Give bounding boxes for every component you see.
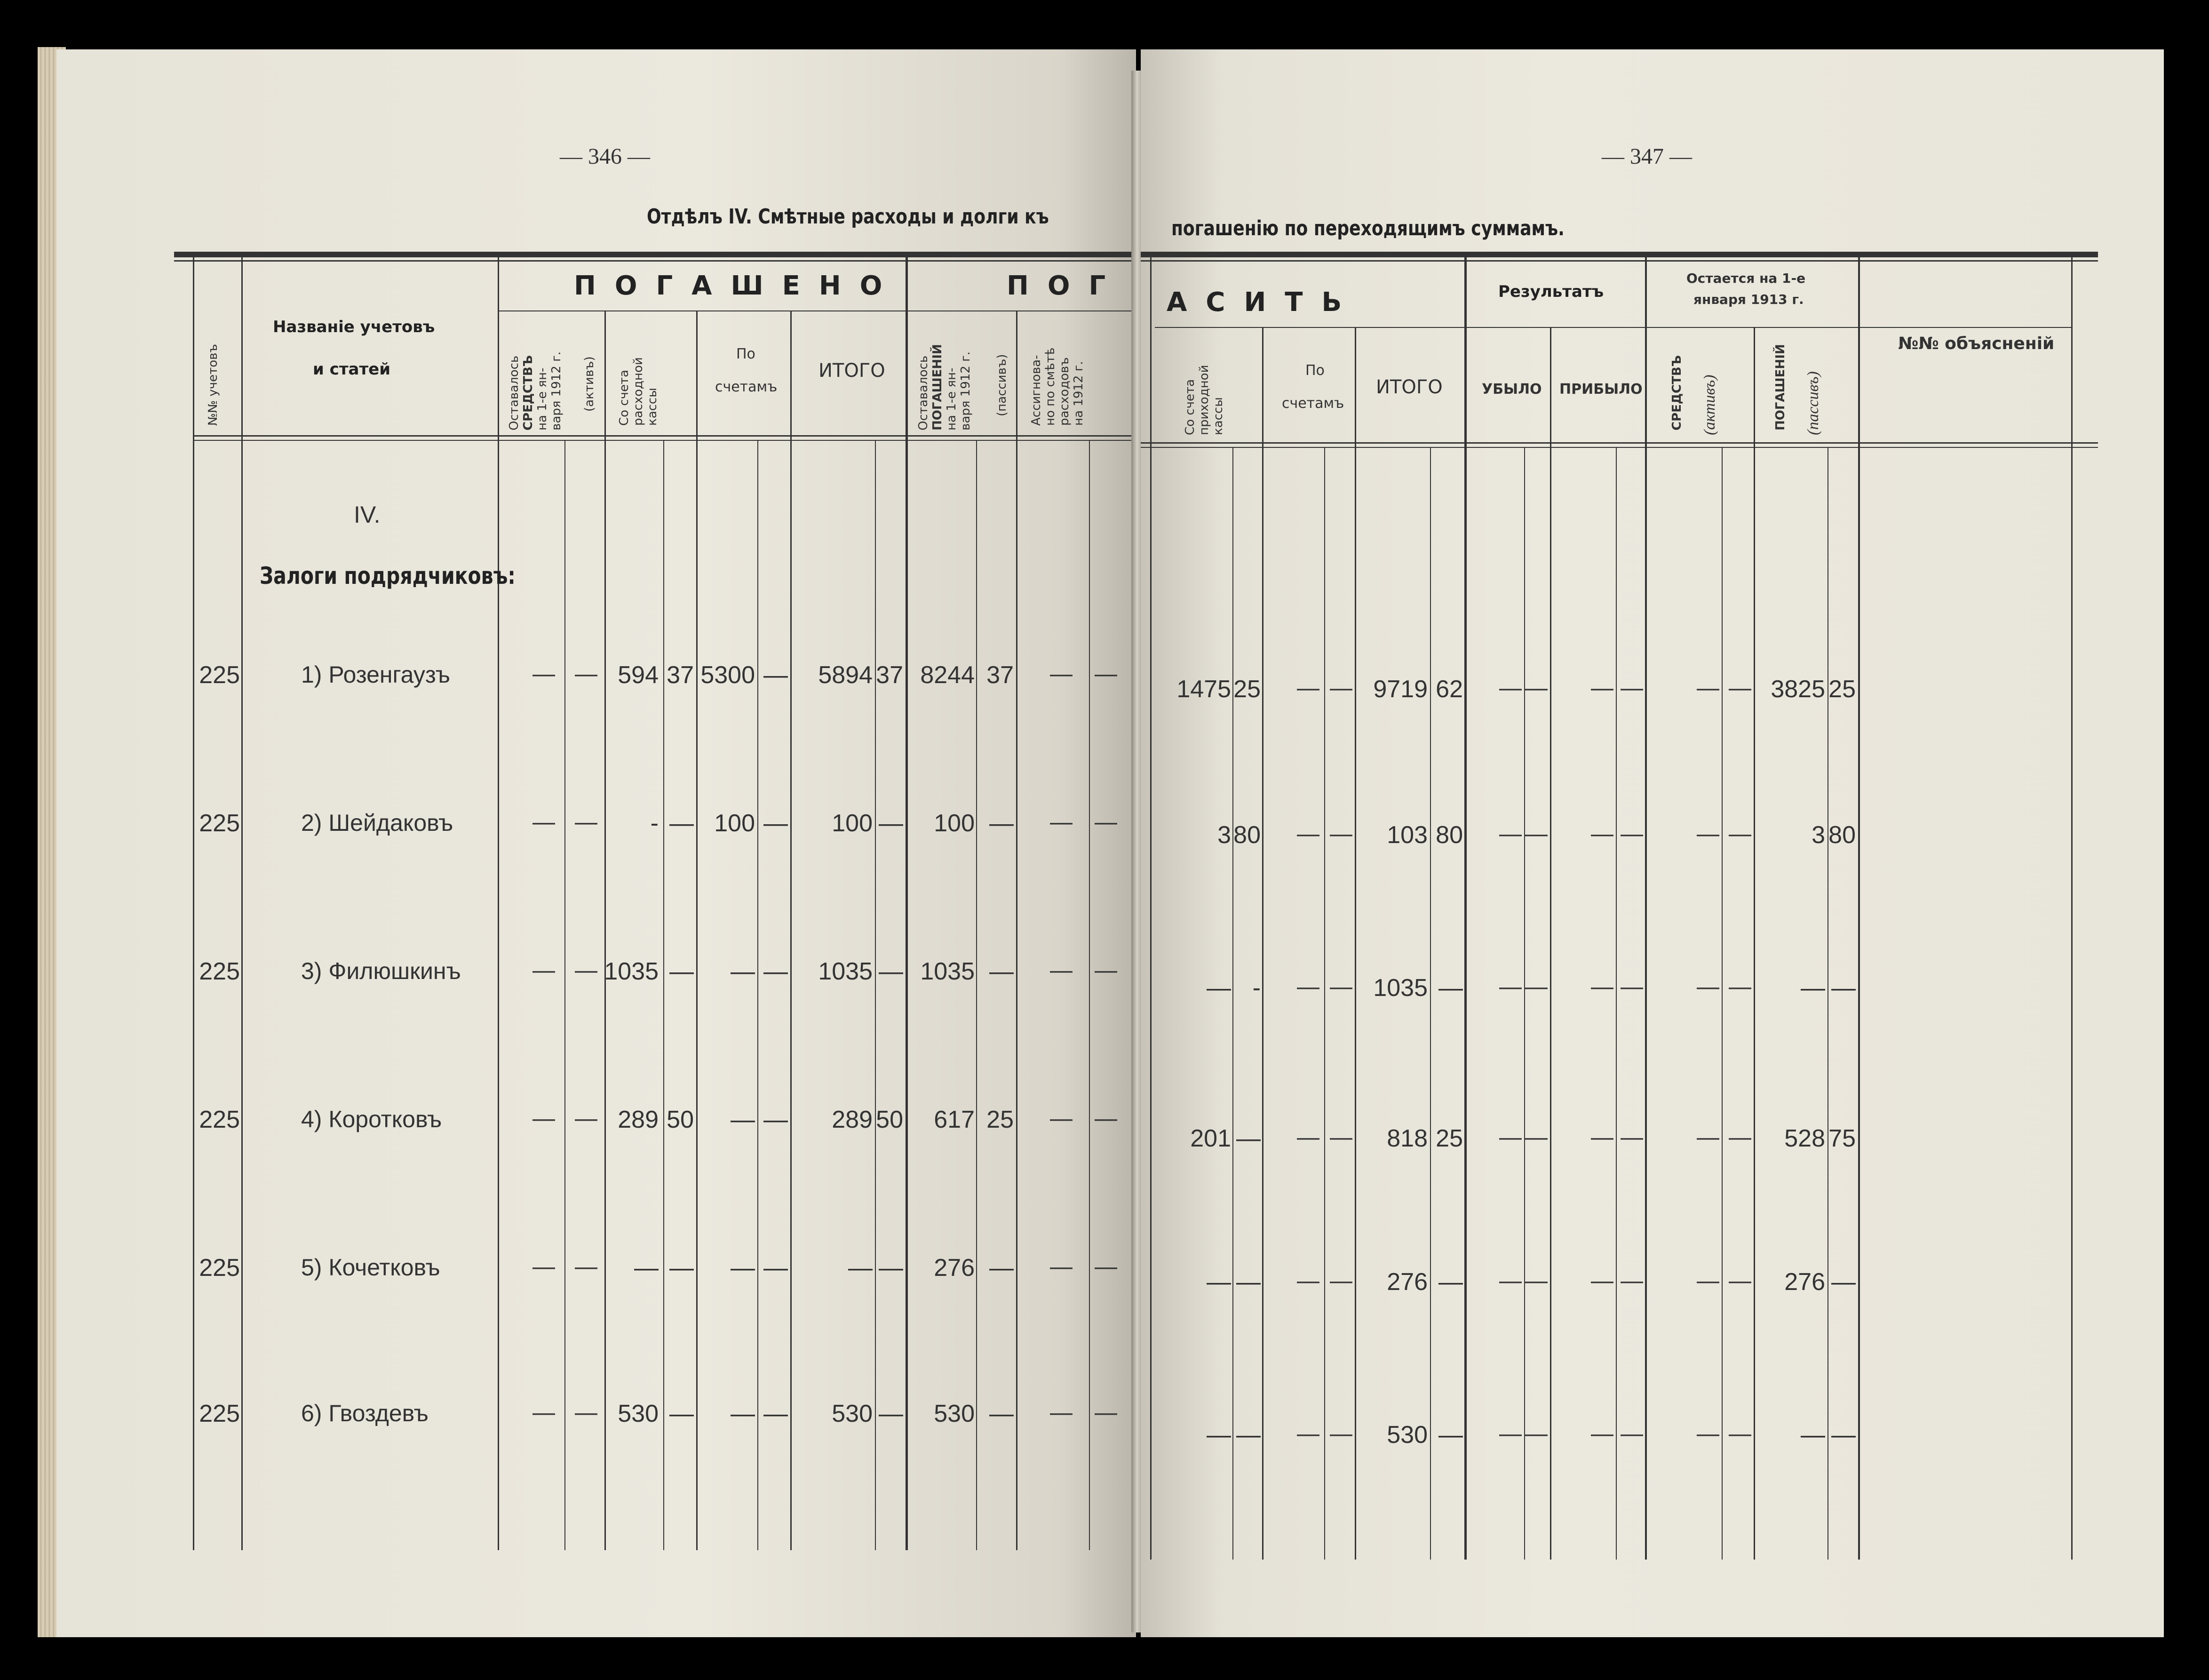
right-row-1-schet-r: — xyxy=(1297,676,1319,701)
left-row-3-num: 225 xyxy=(199,958,240,985)
left-row-2-ost-r: — xyxy=(532,810,555,835)
right-row-4-itogo-r: 818 xyxy=(1387,1125,1428,1152)
right-row-5-ub-k: — xyxy=(1525,1268,1548,1293)
left-row-4-pog-r: 617 xyxy=(934,1106,975,1133)
right-row-3-sr-r: — xyxy=(1697,974,1719,999)
left-row-2-name: 2) Шейдаковъ xyxy=(301,810,453,836)
right-row-2-pg-k: 80 xyxy=(1828,821,1856,849)
left-row-3-schet-r: — xyxy=(731,958,755,985)
right-row-1-prih-k: 25 xyxy=(1233,676,1261,703)
left-row-2-asg-r: — xyxy=(1050,810,1073,835)
right-row-3-prih-r: — xyxy=(1207,974,1231,1002)
right-page xyxy=(1141,49,2164,1637)
right-row-2-pg-r: 3 xyxy=(1812,821,1825,849)
left-row-1-asg-r: — xyxy=(1050,661,1073,686)
header-ostaetsya-2: января 1913 г. xyxy=(1693,292,1804,307)
right-row-3-pr-k: — xyxy=(1621,974,1643,999)
header-po-schetam-right-2: счетамъ xyxy=(1282,395,1344,412)
header-po-schetam: По xyxy=(736,346,755,362)
right-row-1-sr-r: — xyxy=(1697,676,1719,701)
right-row-2-ub-r: — xyxy=(1499,821,1522,846)
right-row-6-itogo-k: — xyxy=(1438,1421,1463,1449)
right-row-2-schet-r: — xyxy=(1297,821,1319,846)
right-row-5-pg-r: 276 xyxy=(1784,1268,1825,1296)
left-row-3-asg-r: — xyxy=(1050,958,1073,983)
left-row-5-itogo-r: — xyxy=(848,1254,873,1282)
header-itogo-left: ИТОГО xyxy=(818,360,885,382)
left-row-3-ost-r: — xyxy=(532,958,555,983)
right-row-5-prih-k: — xyxy=(1236,1268,1261,1296)
right-row-1-itogo-r: 9719 xyxy=(1373,676,1428,703)
right-row-6-pr-k: — xyxy=(1621,1421,1643,1446)
right-row-6-sr-k: — xyxy=(1729,1421,1751,1446)
right-row-4-sr-k: — xyxy=(1729,1125,1751,1150)
left-row-3-itogo-k: — xyxy=(879,958,903,985)
left-row-5-num: 225 xyxy=(199,1254,240,1282)
left-row-2-pog-r: 100 xyxy=(934,810,975,837)
header-assignovano: Ассигнова- но по смѣтѣ расходовъ на 1912 г. xyxy=(1029,347,1086,426)
header-col-name: Названіе учетовъ xyxy=(273,318,435,336)
right-row-5-schet-k: — xyxy=(1330,1268,1352,1293)
left-row-5-schet-k: — xyxy=(763,1254,788,1282)
left-row-4-ost-r: — xyxy=(532,1106,555,1131)
left-row-6-asg-k: — xyxy=(1095,1400,1117,1425)
left-row-4-pog-k: 25 xyxy=(986,1106,1014,1133)
right-row-1-prih-r: 1475 xyxy=(1176,676,1231,703)
header-ubylo: УБЫЛО xyxy=(1482,381,1542,398)
right-row-6-itogo-r: 530 xyxy=(1387,1421,1428,1449)
right-row-3-ub-k: — xyxy=(1525,974,1548,999)
right-row-6-ub-k: — xyxy=(1525,1421,1548,1446)
right-row-3-sr-k: — xyxy=(1729,974,1751,999)
right-row-5-schet-r: — xyxy=(1297,1268,1319,1293)
left-row-4-kassa-r: 289 xyxy=(618,1106,659,1133)
left-row-2-schet-r: 100 xyxy=(714,810,755,837)
left-row-1-itogo-k: 37 xyxy=(876,661,903,689)
header-so-scheta-rashodnoy: Со счета расходной кассы xyxy=(617,357,660,426)
left-row-5-itogo-k: — xyxy=(879,1254,903,1282)
left-row-4-itogo-k: 50 xyxy=(876,1106,903,1133)
header-top-rule xyxy=(174,252,1136,257)
left-row-1-ost-k: — xyxy=(575,661,597,686)
left-row-1-kassa-k: 37 xyxy=(667,661,694,689)
right-row-6-prih-k: — xyxy=(1236,1421,1261,1449)
right-row-2-sr-r: — xyxy=(1697,821,1719,846)
right-row-4-itogo-k: 25 xyxy=(1436,1125,1463,1152)
right-row-2-itogo-k: 80 xyxy=(1436,821,1463,849)
left-row-1-num: 225 xyxy=(199,661,240,689)
right-row-1-pg-r: 3825 xyxy=(1771,676,1825,703)
left-row-2-schet-k: — xyxy=(763,810,788,837)
right-row-1-ub-r: — xyxy=(1499,676,1522,701)
right-row-1-pr-k: — xyxy=(1621,676,1643,701)
header-sredstv: СРЕДСТВЪ xyxy=(1670,355,1684,430)
left-row-4-asg-k: — xyxy=(1095,1106,1117,1131)
left-row-4-schet-r: — xyxy=(731,1106,755,1133)
left-row-1-ost-r: — xyxy=(532,661,555,686)
left-row-3-schet-k: — xyxy=(763,958,788,985)
header-col-name-2: и статей xyxy=(313,360,391,379)
right-row-3-schet-r: — xyxy=(1297,974,1319,999)
left-row-5-kassa-r: — xyxy=(634,1254,659,1282)
left-row-6-pog-r: 530 xyxy=(934,1400,975,1427)
page-title-left: Отдѣлъ IV. Смѣтные расходы и долги къ xyxy=(647,205,1049,229)
header-obyasneniy: №№ объясненій xyxy=(1898,334,2055,353)
left-row-2-asg-k: — xyxy=(1095,810,1117,835)
header-ostavalos-pogasheniy: Оставалось ПОГАШЕНІЙ на 1-е ян- варя 1912 г. xyxy=(916,344,973,430)
left-row-6-schet-r: — xyxy=(731,1400,755,1427)
right-row-4-pr-k: — xyxy=(1621,1125,1643,1150)
header-group-pogasheno: ПОГАШЕНО xyxy=(574,271,901,301)
header-po-schetam-2: счетамъ xyxy=(715,379,778,395)
right-row-3-ub-r: — xyxy=(1499,974,1522,999)
header-passiv-right: (пассивъ) xyxy=(1804,371,1822,435)
page-title-right: погашенію по переходящимъ суммамъ. xyxy=(1171,216,1565,240)
header-col-number: №№ учетовъ xyxy=(206,344,220,426)
header-pribylo: ПРИБЫЛО xyxy=(1559,381,1643,398)
left-row-3-kassa-r: 1035 xyxy=(604,958,659,985)
right-row-3-pg-k: — xyxy=(1831,974,1856,1002)
right-row-5-itogo-r: 276 xyxy=(1387,1268,1428,1296)
right-row-6-schet-r: — xyxy=(1297,1421,1319,1446)
right-row-5-sr-r: — xyxy=(1697,1268,1719,1293)
right-row-3-schet-k: — xyxy=(1330,974,1352,999)
header-po-schetam-right: По xyxy=(1305,362,1325,379)
left-row-6-kassa-k: — xyxy=(669,1400,694,1427)
right-row-2-itogo-r: 103 xyxy=(1387,821,1428,849)
header-ostavalos-sredstv: Оставалось СРЕДСТВЪ на 1-е ян- варя 1912 г. xyxy=(507,351,564,430)
right-row-1-ub-k: — xyxy=(1525,676,1548,701)
left-row-6-itogo-r: 530 xyxy=(832,1400,873,1427)
right-row-4-prih-r: 201 xyxy=(1190,1125,1231,1152)
right-row-6-pg-r: — xyxy=(1801,1421,1825,1449)
left-row-5-asg-r: — xyxy=(1050,1254,1073,1279)
left-row-5-ost-r: — xyxy=(532,1254,555,1279)
left-row-3-pog-r: 1035 xyxy=(920,958,975,985)
header-group-asit: АСИТЬ xyxy=(1167,287,1361,318)
right-row-2-schet-k: — xyxy=(1330,821,1352,846)
right-row-4-ub-r: — xyxy=(1499,1125,1522,1150)
right-row-2-prih-k: 80 xyxy=(1233,821,1261,849)
left-row-5-schet-r: — xyxy=(731,1254,755,1282)
right-row-6-pg-k: — xyxy=(1831,1421,1856,1449)
left-row-3-asg-k: — xyxy=(1095,958,1117,983)
page-number-left: — 346 — xyxy=(560,144,650,169)
left-row-3-ost-k: — xyxy=(575,958,597,983)
left-row-2-kassa-k: — xyxy=(669,810,694,837)
left-row-2-ost-k: — xyxy=(575,810,597,835)
right-row-4-sr-r: — xyxy=(1697,1125,1719,1150)
left-row-6-kassa-r: 530 xyxy=(618,1400,659,1427)
header-aktiv: (активъ) xyxy=(582,356,596,412)
right-row-6-pr-r: — xyxy=(1591,1421,1613,1446)
left-row-3-pog-k: — xyxy=(989,958,1014,985)
left-row-6-itogo-k: — xyxy=(879,1400,903,1427)
right-row-6-ub-r: — xyxy=(1499,1421,1522,1446)
left-row-3-name: 3) Филюшкинъ xyxy=(301,958,461,984)
right-row-6-prih-r: — xyxy=(1207,1421,1231,1449)
right-row-2-pr-k: — xyxy=(1621,821,1643,846)
right-row-2-sr-k: — xyxy=(1729,821,1751,846)
left-row-1-pog-k: 37 xyxy=(986,661,1014,689)
left-row-5-name: 5) Кочетковъ xyxy=(301,1254,440,1281)
header-rezultat: Результатъ xyxy=(1498,282,1604,301)
left-row-6-num: 225 xyxy=(199,1400,240,1427)
left-row-2-num: 225 xyxy=(199,810,240,837)
left-row-1-kassa-r: 594 xyxy=(618,661,659,689)
right-row-4-schet-k: — xyxy=(1330,1125,1352,1150)
section-title: Залоги подрядчиковъ: xyxy=(260,562,516,589)
header-passiv: (пассивъ) xyxy=(995,354,1009,416)
left-row-4-asg-r: — xyxy=(1050,1106,1073,1131)
right-row-2-pr-r: — xyxy=(1591,821,1613,846)
left-row-6-schet-k: — xyxy=(763,1400,788,1427)
left-row-4-ost-k: — xyxy=(575,1106,597,1131)
right-row-3-prih-k: - xyxy=(1252,974,1261,1002)
left-row-1-name: 1) Розенгаузъ xyxy=(301,661,450,688)
right-row-6-sr-r: — xyxy=(1697,1421,1719,1446)
left-row-6-name: 6) Гвоздевъ xyxy=(301,1400,429,1426)
header-bottom-rule xyxy=(193,435,1136,437)
right-row-1-sr-k: — xyxy=(1729,676,1751,701)
left-row-5-ost-k: — xyxy=(575,1254,597,1279)
right-row-5-prih-r: — xyxy=(1207,1268,1231,1296)
header-aktiv-right: (активъ) xyxy=(1701,374,1718,435)
left-row-5-kassa-k: — xyxy=(669,1254,694,1282)
right-row-4-ub-k: — xyxy=(1525,1125,1548,1150)
right-row-3-pr-r: — xyxy=(1591,974,1613,999)
header-so-scheta-prihodnoy: Со счета приходной кассы xyxy=(1183,365,1225,435)
right-row-4-pg-r: 528 xyxy=(1784,1125,1825,1152)
page-number-right: — 347 — xyxy=(1602,144,1692,169)
right-row-5-pg-k: — xyxy=(1831,1268,1856,1296)
right-row-3-itogo-k: — xyxy=(1438,974,1463,1002)
right-row-1-itogo-k: 62 xyxy=(1436,676,1463,703)
left-row-6-pog-k: — xyxy=(989,1400,1014,1427)
left-row-1-asg-k: — xyxy=(1095,661,1117,686)
left-row-4-kassa-k: 50 xyxy=(667,1106,694,1133)
right-row-3-pg-r: — xyxy=(1801,974,1825,1002)
right-row-4-prih-k: — xyxy=(1236,1125,1261,1152)
left-row-5-pog-r: 276 xyxy=(934,1254,975,1282)
right-row-5-pr-k: — xyxy=(1621,1268,1643,1293)
left-row-4-schet-k: — xyxy=(763,1106,788,1133)
left-row-1-pog-r: 8244 xyxy=(920,661,975,689)
section-number: IV. xyxy=(354,502,381,528)
left-row-6-ost-k: — xyxy=(575,1400,597,1425)
header-group-pog: ПОГ xyxy=(1007,271,1125,301)
right-row-5-sr-k: — xyxy=(1729,1268,1751,1293)
left-row-2-kassa-r: - xyxy=(650,810,659,837)
right-row-4-schet-r: — xyxy=(1297,1125,1319,1150)
right-row-1-pg-k: 25 xyxy=(1828,676,1856,703)
left-row-2-itogo-r: 100 xyxy=(832,810,873,837)
right-row-2-prih-r: 3 xyxy=(1217,821,1231,849)
right-row-5-pr-r: — xyxy=(1591,1268,1613,1293)
header-pogasheniy: ПОГАШЕНІЙ xyxy=(1773,344,1788,430)
left-row-1-schet-k: — xyxy=(763,661,788,689)
right-row-4-pr-r: — xyxy=(1591,1125,1613,1150)
left-row-4-num: 225 xyxy=(199,1106,240,1133)
right-row-6-schet-k: — xyxy=(1330,1421,1352,1446)
right-row-1-pr-r: — xyxy=(1591,676,1613,701)
header-ostaetsya: Остается на 1-е xyxy=(1686,271,1806,286)
left-row-1-itogo-r: 5894 xyxy=(818,661,873,689)
header-itogo-right: ИТОГО xyxy=(1376,376,1443,398)
left-row-1-schet-r: 5300 xyxy=(700,661,755,689)
left-row-2-pog-k: — xyxy=(989,810,1014,837)
left-row-4-itogo-r: 289 xyxy=(832,1106,873,1133)
right-row-3-itogo-r: 1035 xyxy=(1373,974,1428,1002)
left-row-5-pog-k: — xyxy=(989,1254,1014,1282)
left-row-2-itogo-k: — xyxy=(879,810,903,837)
left-row-4-name: 4) Коротковъ xyxy=(301,1106,442,1132)
right-row-2-ub-k: — xyxy=(1525,821,1548,846)
right-row-1-schet-k: — xyxy=(1330,676,1352,701)
left-row-3-itogo-r: 1035 xyxy=(818,958,873,985)
left-row-6-ost-r: — xyxy=(532,1400,555,1425)
left-row-5-asg-k: — xyxy=(1095,1254,1117,1279)
right-row-4-pg-k: 75 xyxy=(1828,1125,1856,1152)
left-page xyxy=(56,49,1136,1637)
right-row-5-ub-r: — xyxy=(1499,1268,1522,1293)
right-row-5-itogo-k: — xyxy=(1438,1268,1463,1296)
left-row-6-asg-r: — xyxy=(1050,1400,1073,1425)
left-row-3-kassa-k: — xyxy=(669,958,694,985)
